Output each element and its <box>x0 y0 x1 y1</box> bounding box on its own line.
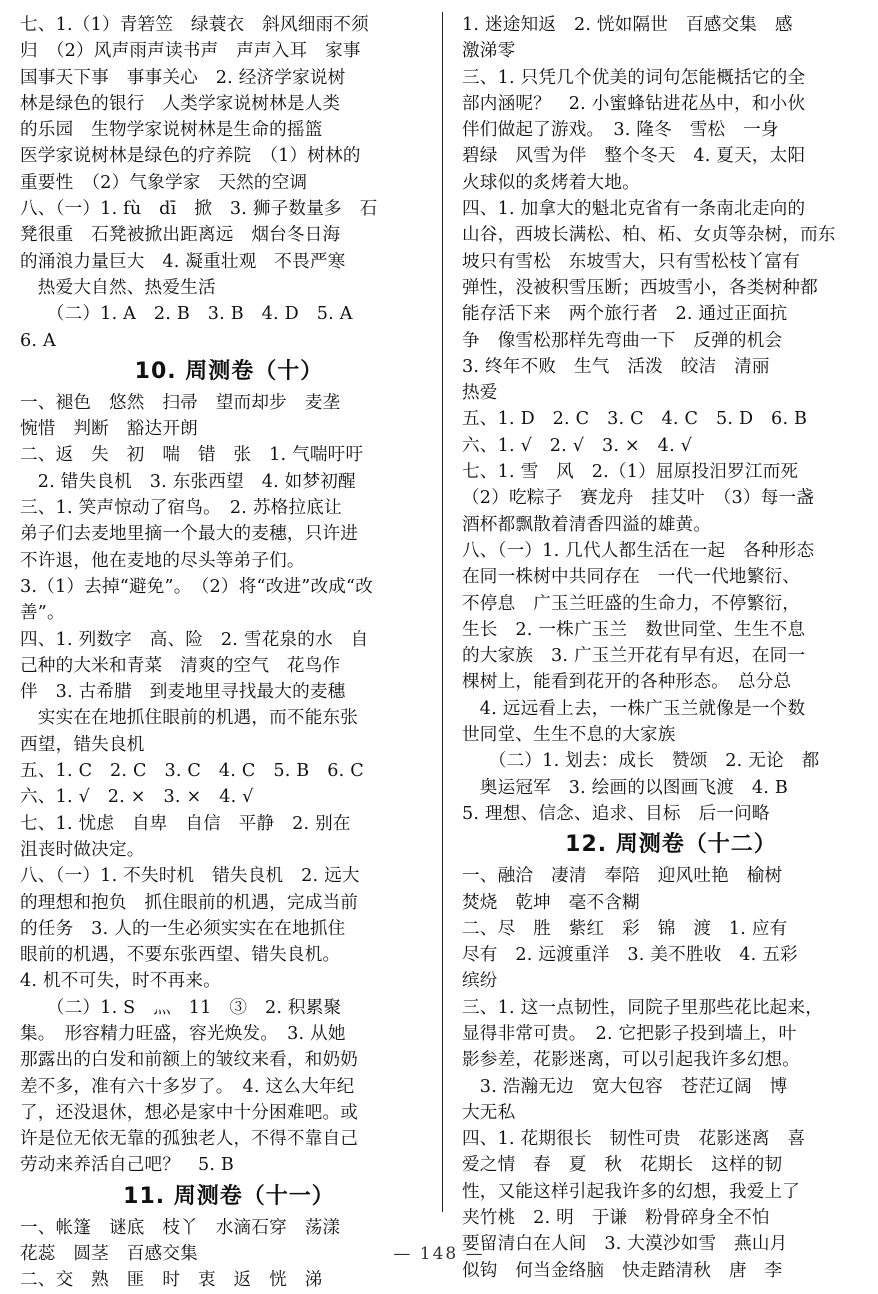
answer-line: 一、融洽 凄清 奉陪 迎风吐艳 榆树 <box>462 866 783 887</box>
answer-line: 八、（一）1. 几代人都生活在一起 各种形态 <box>462 540 815 561</box>
answer-line: 争 像雪松那样先弯曲一下 反弹的机会 <box>462 330 783 351</box>
left-column <box>20 12 438 1294</box>
page-number: — 148 — <box>393 1244 485 1264</box>
answer-line: 在同一株树中共同存在 一代一代地繁衍、 <box>462 567 801 588</box>
answer-line: 缤纷 <box>462 971 498 992</box>
answer-line: 似钩 何当金络脑 快走踏清秋 唐 李 <box>462 1260 783 1281</box>
answer-line: 七、1. 雪 风 2.（1）屈原投汨罗江而死 <box>462 462 799 483</box>
answer-line: 山谷，西坡长满松、柏、柘、女贞等杂树，而东 <box>462 225 836 246</box>
answer-line: 己种的大米和青菜 清爽的空气 花鸟作 <box>20 655 341 676</box>
answer-line: 尽有 2. 远渡重洋 3. 美不胜收 4. 五彩 <box>462 945 798 966</box>
answer-line: 爱之情 春 夏 秋 花期长 这样的韧 <box>462 1155 783 1176</box>
answer-line: 夹竹桃 2. 明 于谦 粉骨碎身全不怕 <box>462 1208 770 1229</box>
answer-line: 显得非常可贵。 2. 它把影子投到墙上，叶 <box>462 1023 797 1044</box>
answer-line: 的理想和抱负 抓住眼前的机遇，完成当前 <box>20 892 359 913</box>
answer-line: 三、1. 只凭几个优美的词句怎能概括它的全 <box>462 67 806 88</box>
answer-line: 八、（一）1. 不失时机 错失良机 2. 远大 <box>20 866 360 887</box>
answer-line: 激涕零 <box>462 41 516 62</box>
column-divider <box>442 12 443 1212</box>
answer-line: 能存活下来 两个旅行者 2. 通过正面抗 <box>462 304 788 325</box>
answer-line: 弟子们去麦地里摘一个最大的麦穗，只许进 <box>20 524 359 545</box>
answer-line: 一、帐篷 谜底 枝丫 水滴石穿 荡漾 <box>20 1217 341 1238</box>
answer-line: 林是绿色的银行 人类学家说树林是人类 <box>20 93 341 114</box>
answer-line: 6. A <box>20 330 56 351</box>
answer-line: 那露出的白发和前额上的皱纹来看，和奶奶 <box>20 1050 359 1071</box>
answer-line: 四、1. 加拿大的魁北克省有一条南北走向的 <box>462 199 806 220</box>
answer-line: 实实在在地抓住眼前的机遇，而不能东张 <box>20 708 359 729</box>
answer-line: 三、1. 这一点韧性，同院子里那些花比起来， <box>462 997 824 1018</box>
answer-line: 不许退，他在麦地的尽头等弟子们。 <box>20 550 305 571</box>
answer-line: 焚烧 乾坤 毫不含糊 <box>462 892 640 913</box>
answer-line: （2）吃粽子 赛龙舟 挂艾叶 （3）每一盏 <box>462 488 815 509</box>
answer-line: 花蕊 圆茎 百感交集 <box>20 1244 198 1265</box>
answer-line: 伴们做起了游戏。 3. 隆冬 雪松 一身 <box>462 120 779 141</box>
answer-line: 二、交 熟 匪 时 衷 返 恍 涕 <box>20 1270 323 1291</box>
section-title: 11. 周测卷（十一） <box>123 1183 335 1209</box>
answer-line: 了，还没退休，想必是家中十分困难吧。或 <box>20 1102 359 1123</box>
answer-line: 弹性，没被积雪压断；西坡雪小，各类树种都 <box>462 277 818 298</box>
answer-line: 部内涵呢？ 2. 小蜜蜂钻进花丛中，和小伙 <box>462 93 806 114</box>
answer-line: 的大家族 3. 广玉兰开花有早有迟，在同一 <box>462 646 806 667</box>
answer-line: 四、1. 花期很长 韧性可贵 花影迷离 喜 <box>462 1129 806 1150</box>
answer-line: 七、1. 忧虑 自卑 自信 平静 2. 别在 <box>20 813 351 834</box>
answer-line: 坡只有雪松 东坡雪大，只有雪松枝丫富有 <box>462 251 801 272</box>
answer-line: 火球似的炙烤着大地。 <box>462 172 640 193</box>
answer-line: 一、褪色 悠然 扫帚 望而却步 麦垄 <box>20 392 341 413</box>
answer-line: 归 （2）风声雨声读书声 声声入耳 家事 <box>20 41 361 62</box>
answer-line: 要留清白在人间 3. 大漠沙如雪 燕山月 <box>462 1234 788 1255</box>
answer-line: 许是位无依无靠的孤独老人，不得不靠自己 <box>20 1129 359 1150</box>
answer-line: 酒杯都飘散着清香四溢的雄黄。 <box>462 514 712 535</box>
answer-line: 五、1. C 2. C 3. C 4. C 5. B 6. C <box>20 761 364 782</box>
answer-line: 二、返 失 初 喘 错 张 1. 气喘吁吁 <box>20 445 364 466</box>
answer-line: 差不多，准有六十多岁了。 4. 这么大年纪 <box>20 1076 355 1097</box>
answer-line: 大无私 <box>462 1102 516 1123</box>
answer-line: 惋惜 判断 豁达开朗 <box>20 419 198 440</box>
answer-line: 4. 机不可失，时不再来。 <box>20 971 221 992</box>
answer-line: 3. 终年不败 生气 活泼 皎洁 清丽 <box>462 356 770 377</box>
answer-line: 西望，错失良机 <box>20 734 145 755</box>
section-title: 12. 周测卷（十二） <box>565 832 777 858</box>
answer-line: 影参差，花影迷离，可以引起我许多幻想。 <box>462 1050 801 1071</box>
answer-line: 4. 远远看上去，一株广玉兰就像是一个数 <box>462 698 806 719</box>
answer-line: 五、1. D 2. C 3. C 4. C 5. D 6. B <box>462 409 808 430</box>
answer-line: 六、1. √ 2. × 3. × 4. √ <box>20 787 254 808</box>
answer-line: 1. 迷途知返 2. 恍如隔世 百感交集 感 <box>462 15 793 35</box>
answer-line: 劳动来养活自己吧？ 5. B <box>20 1155 235 1176</box>
answer-line: 善”。 <box>20 603 65 624</box>
section-title: 10. 周测卷（十） <box>134 358 324 384</box>
answer-line: 的任务 3. 人的一生必须实实在在地抓住 <box>20 918 346 939</box>
answer-line: 三、1. 笑声惊动了宿鸟。 2. 苏格拉底让 <box>20 498 342 519</box>
answer-line: 沮丧时做决定。 <box>20 839 145 860</box>
answer-line: 八、（一）1. fù dī 掀 3. 狮子数量多 石 <box>20 199 378 220</box>
answer-line: 碧绿 风雪为伴 整个冬天 4. 夏天，太阳 <box>462 146 806 167</box>
right-column <box>462 12 878 1284</box>
answer-line: 热爱 <box>462 383 498 404</box>
answer-line: 重要性 （2）气象学家 天然的空调 <box>20 172 308 193</box>
answer-line: 眼前的机遇，不要东张西望、错失良机。 <box>20 945 341 966</box>
answer-line: 3. 浩瀚无边 宽大包容 苍茫辽阔 博 <box>462 1076 788 1097</box>
answer-line: 六、1. √ 2. √ 3. × 4. √ <box>462 435 693 456</box>
answer-line: 医学家说树林是绿色的疗养院 （1）树林的 <box>20 146 361 167</box>
answer-line: 棵树上，能看到花开的各种形态。 总分总 <box>462 672 792 693</box>
answer-line: 性，又能这样引起我许多的幻想，我爱上了 <box>462 1181 801 1202</box>
answer-line: （二）1. 划去：成长 赞颂 2. 无论 都 <box>462 751 820 772</box>
answer-line: 奥运冠军 3. 绘画的以图画飞渡 4. B <box>462 777 788 798</box>
answer-line: 5. 理想、信念、追求、目标 后一问略 <box>462 803 770 824</box>
answer-line: 的乐园 生物学家说树林是生命的摇篮 <box>20 120 323 141</box>
answer-line: 世同堂、生生不息的大家族 <box>462 725 676 746</box>
answer-line: 热爱大自然、热爱生活 <box>20 277 216 298</box>
answer-line: 的涌浪力量巨大 4. 凝重壮观 不畏严寒 <box>20 251 346 272</box>
answer-line: 七、1.（1）青箬笠 绿蓑衣 斜风细雨不须 <box>20 15 369 35</box>
answer-line: 凳很重 石凳被掀出距离远 烟台冬日海 <box>20 225 341 246</box>
answer-line: 生长 2. 一株广玉兰 数世同堂、生生不息 <box>462 619 806 640</box>
answer-line: 伴 3. 古希腊 到麦地里寻找最大的麦穗 <box>20 682 346 703</box>
answer-line: 国事天下事 事事关心 2. 经济学家说树 <box>20 67 346 88</box>
answer-line: 二、尽 胜 紫红 彩 锦 渡 1. 应有 <box>462 918 788 939</box>
answer-line: （二）1. S 灬 11 ③ 2. 积累聚 <box>20 997 342 1018</box>
answer-line: 3.（1）去掉“避免”。 （2）将“改进”改成“改 <box>20 576 374 597</box>
answer-line: 四、1. 列数字 高、险 2. 雪花泉的水 自 <box>20 629 369 650</box>
answer-line: 2. 错失良机 3. 东张西望 4. 如梦初醒 <box>20 471 356 492</box>
answer-line: 集。 形容精力旺盛，容光焕发。 3. 从她 <box>20 1023 346 1044</box>
answer-line: 不停息 广玉兰旺盛的生命力，不停繁衍， <box>462 593 801 614</box>
answer-line: （二）1. A 2. B 3. B 4. D 5. A <box>20 304 353 325</box>
